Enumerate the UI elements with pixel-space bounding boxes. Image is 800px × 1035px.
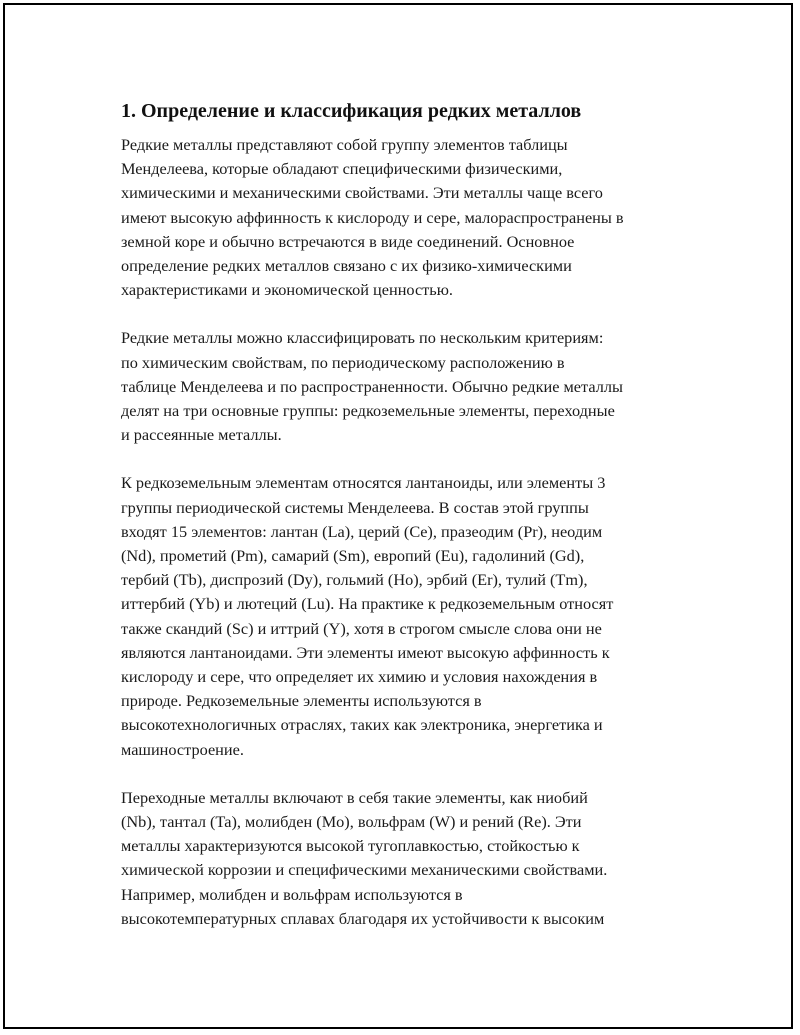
- text-line: К редкоземельным элементам относятся лантаноиды, или элементы 3: [121, 473, 606, 493]
- paragraph-rare-earth: [121, 471, 693, 761]
- text-line: машиностроение.: [121, 739, 244, 759]
- text-line: имеют высокую аффинность к кислороду и сере, малораспространены в: [121, 207, 624, 227]
- paragraph-definition: [121, 133, 693, 302]
- text-line: по химическим свойствам, по периодическому расположению в: [121, 352, 565, 372]
- text-line: природе. Редкоземельные элементы используются в: [121, 691, 482, 711]
- text-line: являются лантаноидами. Эти элементы имеют высокую аффинность к: [121, 642, 610, 662]
- paragraph-classification: [121, 326, 693, 447]
- text-line: Переходные металлы включают в себя такие элементы, как ниобий: [121, 787, 588, 807]
- document-body: [121, 97, 693, 955]
- text-line: Редкие металлы можно классифицировать по нескольким критериям:: [121, 328, 604, 348]
- text-line: и рассеянные металлы.: [121, 425, 282, 445]
- text-line: делят на три основные группы: редкоземельные элементы, переходные: [121, 401, 615, 421]
- text-line: (Nb), тантал (Ta), молибден (Mo), вольфрам (W) и рений (Re). Эти: [121, 812, 582, 832]
- text-line: кислороду и сере, что определяет их химию и условия нахождения в: [121, 667, 598, 687]
- text-line: входят 15 элементов: лантан (La), церий (Ce), празеодим (Pr), неодим: [121, 521, 603, 541]
- text-line: (Nd), прометий (Pm), самарий (Sm), европий (Eu), гадолиний (Gd),: [121, 546, 585, 566]
- text-line: высокотемпературных сплавах благодаря их устойчивости к высоким: [121, 908, 605, 928]
- document-page: [3, 3, 793, 1029]
- text-line: определение редких металлов связано с их физико-химическими: [121, 256, 572, 276]
- text-line: земной коре и обычно встречаются в виде соединений. Основное: [121, 231, 575, 251]
- text-line: иттербий (Yb) и лютеций (Lu). На практике к редкоземельным относят: [121, 594, 614, 614]
- paragraph-transition-metals: [121, 786, 693, 931]
- text-line: химическими и механическими свойствами. Эти металлы чаще всего: [121, 183, 603, 203]
- text-line: Редкие металлы представляют собой группу элементов таблицы: [121, 135, 568, 154]
- text-line: Например, молибден и вольфрам используются в: [121, 884, 463, 904]
- text-line: Менделеева, которые обладают специфическими физическими,: [121, 159, 563, 179]
- text-line: металлы характеризуются высокой тугоплавкостью, стойкостью к: [121, 836, 580, 856]
- text-line: высокотехнологичных отраслях, таких как электроника, энергетика и: [121, 715, 603, 735]
- text-line: тербий (Tb), диспрозий (Dy), гольмий (Ho), эрбий (Er), тулий (Tm),: [121, 570, 588, 590]
- text-line: также скандий (Sc) и иттрий (Y), хотя в строгом смысле слова они не: [121, 618, 602, 638]
- section-heading: 1. Определение и классификация редких металлов: [121, 100, 582, 122]
- text-line: характеристиками и экономической ценностью.: [121, 280, 453, 300]
- text-line: химической коррозии и специфическими механическими свойствами.: [121, 860, 608, 880]
- text-line: таблице Менделеева и по распространенности. Обычно редкие металлы: [121, 376, 623, 396]
- text-line: группы периодической системы Менделеева. В состав этой группы: [121, 497, 589, 517]
